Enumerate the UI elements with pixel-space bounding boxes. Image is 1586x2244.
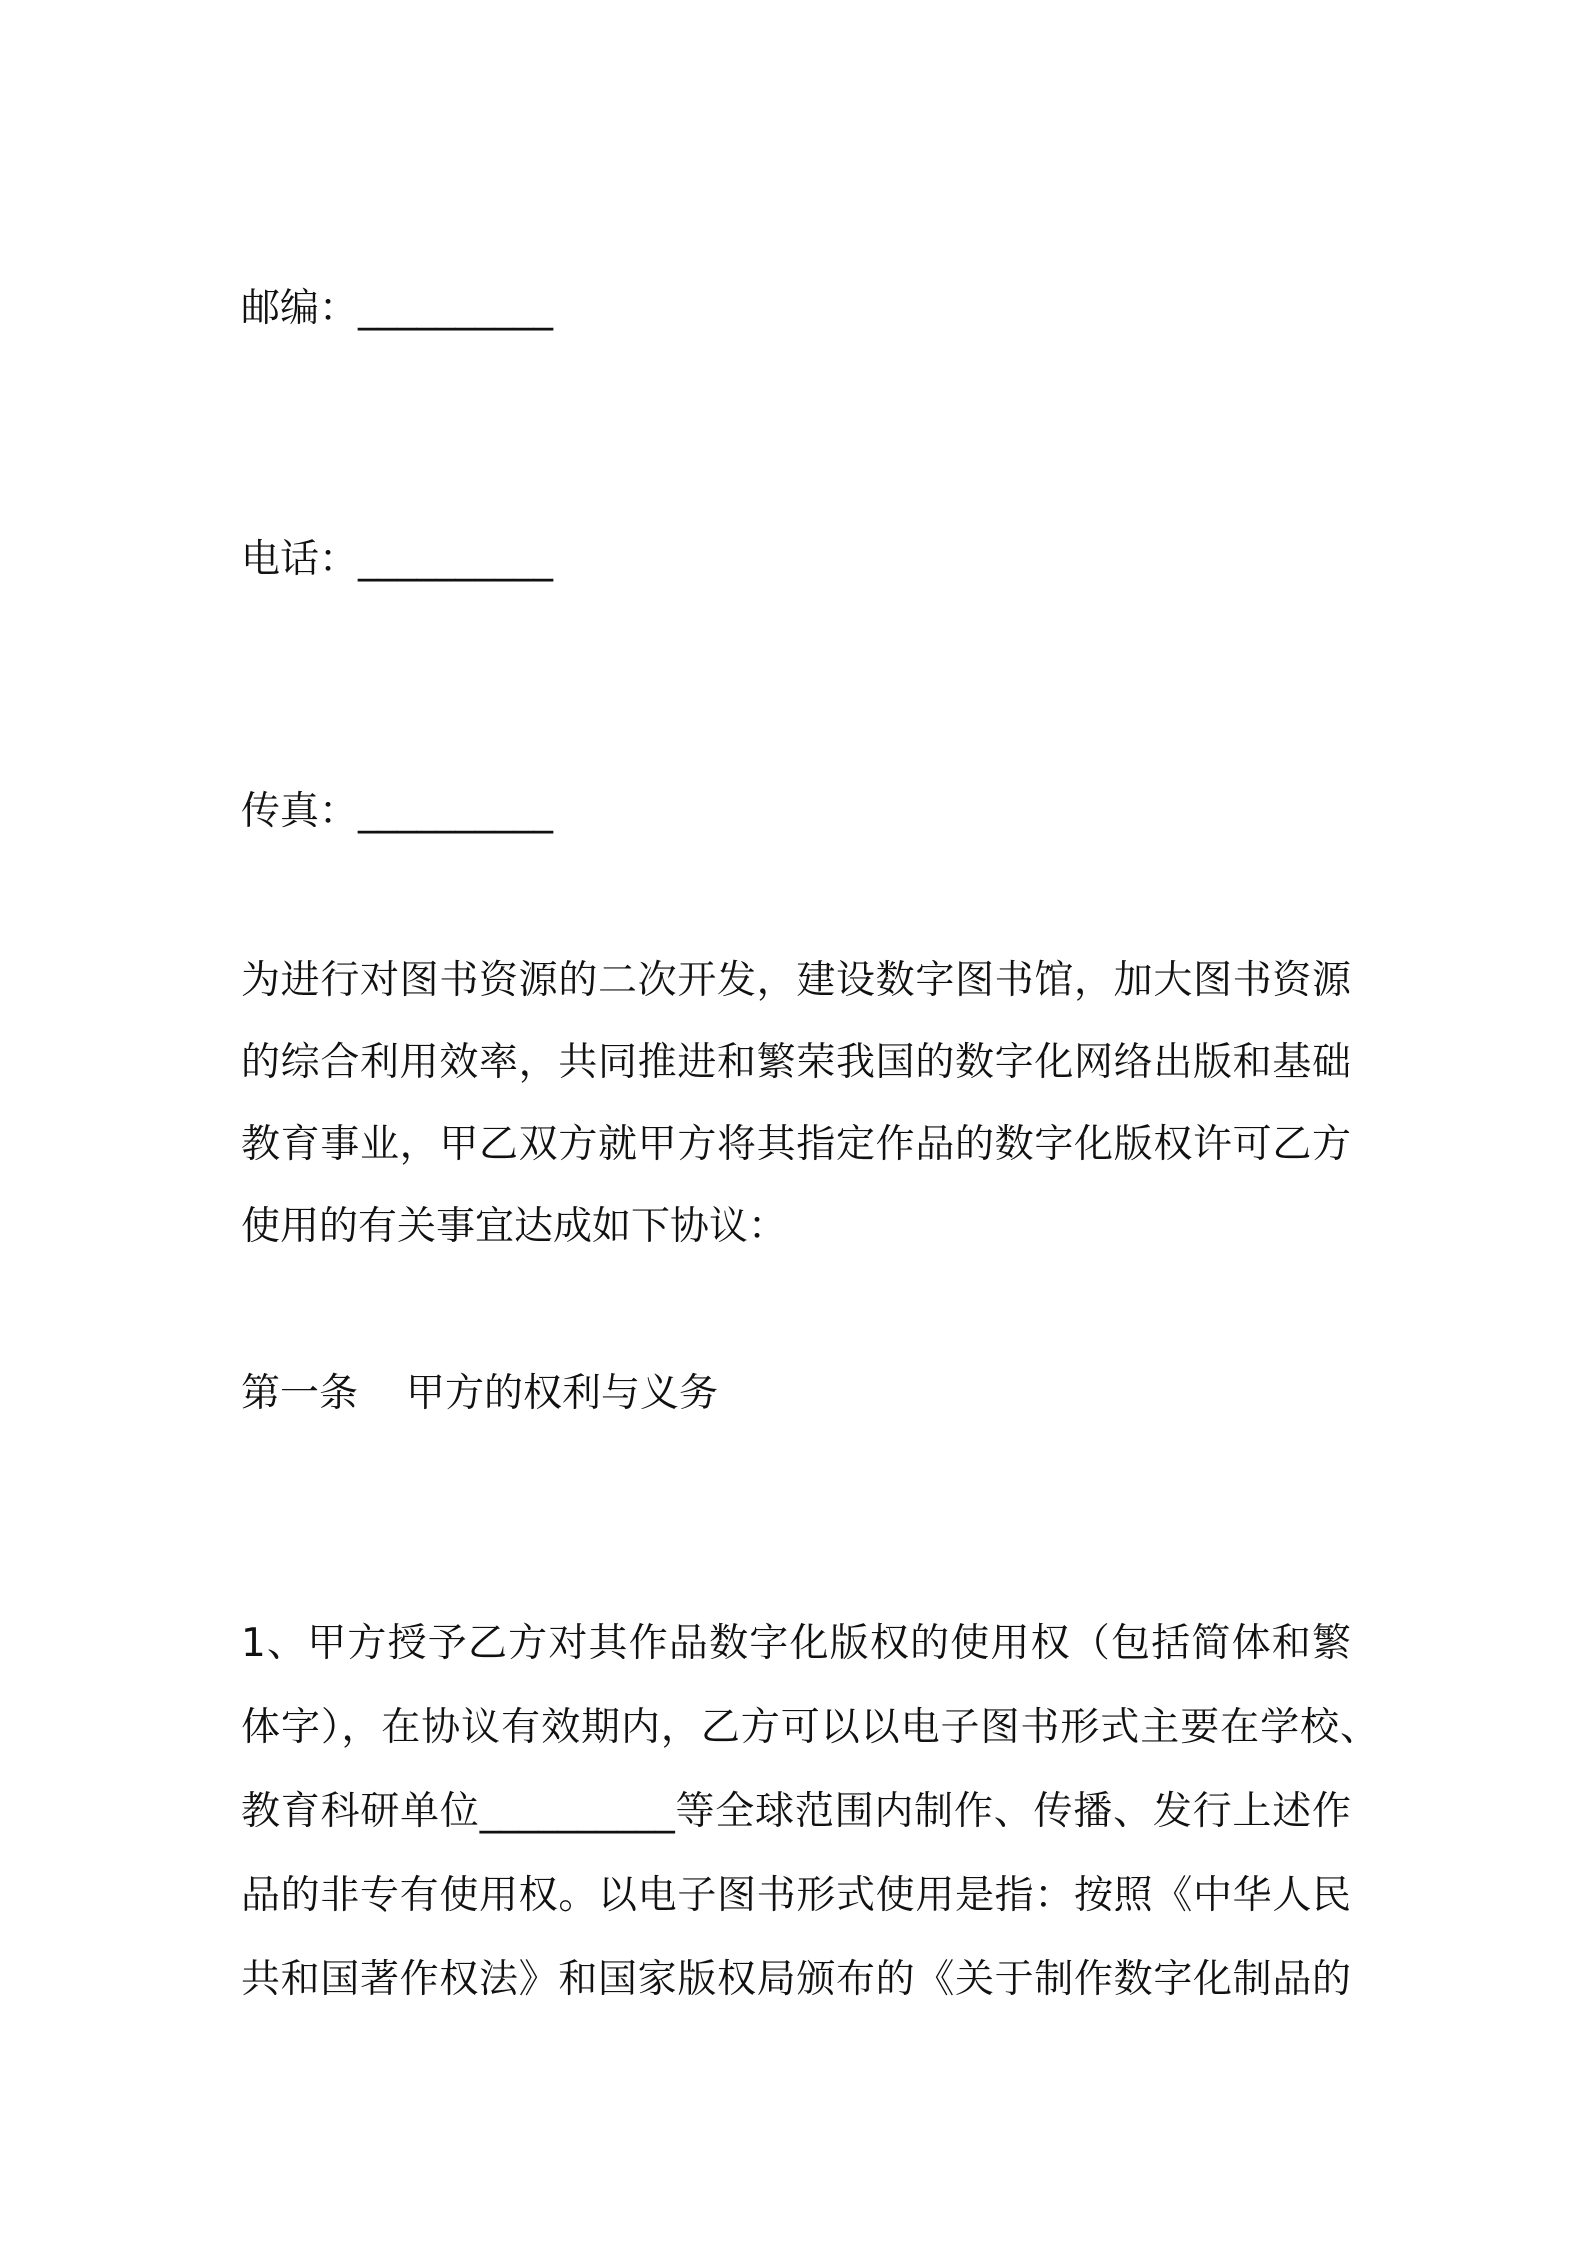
paragraph-line: 教育事业，甲乙双方就甲方将其指定作品的数字化版权许可乙方 (241, 1122, 1351, 1167)
postcode-label: 邮编： (241, 286, 359, 331)
paragraph-line: 使用的有关事宜达成如下协议： (241, 1204, 788, 1249)
phone-label: 电话： (241, 537, 359, 582)
fax-label: 传真： (241, 789, 359, 834)
article-number: 第一条 (241, 1371, 359, 1416)
paragraph-line: 为进行对图书资源的二次开发，建设数字图书馆，加大图书资源 (241, 958, 1351, 1003)
paragraph-line: 教育科研单位__________等全球范围内制作、传播、发行上述作 (241, 1789, 1351, 1834)
postcode-field (241, 268, 553, 350)
phone-field (241, 519, 553, 601)
paragraph-line: 品的非专有使用权。以电子图书形式使用是指：按照《中华人民 (241, 1873, 1351, 1918)
article-title: 甲方的权利与义务 (406, 1371, 719, 1416)
fax-blank: __________ (358, 789, 554, 834)
paragraph-line: 1、甲方授予乙方对其作品数字化版权的使用权（包括简体和繁 (241, 1621, 1351, 1666)
paragraph-line: 体字），在协议有效期内，乙方可以以电子图书形式主要在学校、 (241, 1705, 1379, 1750)
postcode-blank: __________ (358, 286, 554, 331)
article-heading (241, 1353, 718, 1435)
fax-field (241, 771, 553, 853)
paragraph-line: 共和国著作权法》和国家版权局颁布的《关于制作数字化制品的 (241, 1957, 1351, 2002)
phone-blank: __________ (358, 537, 554, 582)
paragraph-line: 的综合利用效率，共同推进和繁荣我国的数字化网络出版和基础 (241, 1040, 1351, 1085)
